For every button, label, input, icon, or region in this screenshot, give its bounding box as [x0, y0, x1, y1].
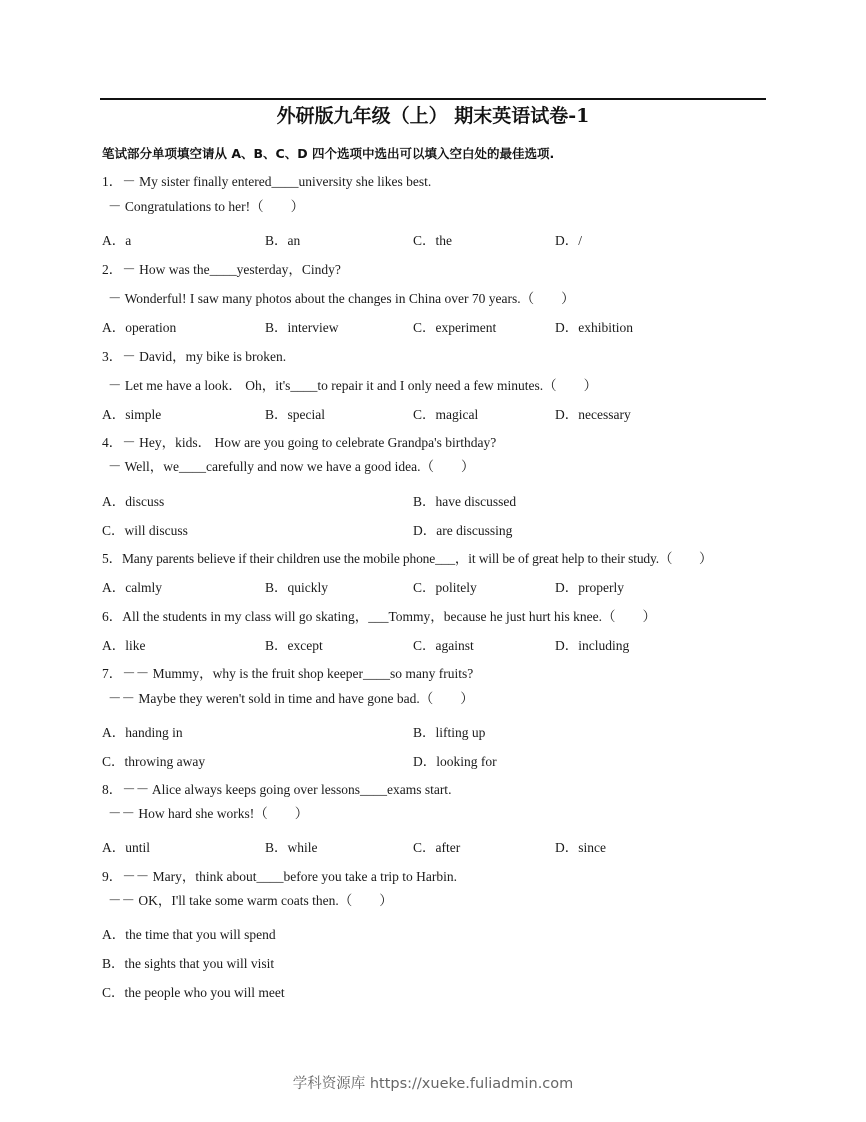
q9-option-b: B．the sights that you will visit: [102, 956, 275, 971]
q3-line-2: － Let me have a look． Oh，it's____to repair it and I only need a few minutes.（ ）: [108, 378, 598, 393]
page-title: 外研版九年级（上） 期末英语试卷-1: [276, 105, 590, 127]
q2-option-c: C．experiment: [413, 320, 497, 335]
q3-line-1: 3．－ David，my bike is broken.: [102, 349, 287, 364]
q7-line-1: 7．－－ Mummy，why is the fruit shop keeper____so many fruits?: [102, 666, 474, 681]
q8-option-d: D．since: [555, 840, 606, 855]
q3-option-b: B．special: [265, 407, 325, 422]
q5-option-b: B．quickly: [265, 580, 328, 595]
q7-line-2: －－ Maybe they weren't sold in time and have gone bad.（ ）: [108, 691, 474, 706]
q8-line-1: 8．－－ Alice always keeps going over lessons____exams start.: [102, 782, 452, 797]
q3-option-c: C．magical: [413, 407, 479, 422]
q5-option-d: D．properly: [555, 580, 624, 595]
header-rule: [100, 98, 766, 100]
q4-option-c: C．will discuss: [102, 523, 188, 538]
q8-option-c: C．after: [413, 840, 461, 855]
q6-option-c: C．against: [413, 638, 474, 653]
q2-option-b: B．interview: [265, 320, 339, 335]
q2-line-1: 2．－ How was the____yesterday，Cindy?: [102, 262, 341, 277]
instruction-text: 笔试部分单项填空请从 A、B、C、D 四个选项中选出可以填入空白处的最佳选项.: [102, 146, 555, 161]
q5-line-1: 5．Many parents believe if their children use the mobile phone___，it will be of great help to their study.（ ）: [102, 551, 713, 566]
q4-option-a: A．discuss: [102, 494, 165, 509]
q1-option-a: A．a: [102, 233, 132, 248]
q8-line-2: －－ How hard she works!（ ）: [108, 806, 309, 821]
q8-option-b: B．while: [265, 840, 318, 855]
q4-option-d: D．are discussing: [413, 523, 513, 538]
q5-option-a: A．calmly: [102, 580, 162, 595]
q2-option-a: A．operation: [102, 320, 177, 335]
q6-line-1: 6．All the students in my class will go skating，___Tommy，because he just hurt his knee.（ ）: [102, 609, 656, 624]
q7-option-b: B．lifting up: [413, 725, 486, 740]
q1-option-b: B．an: [265, 233, 301, 248]
q3-option-d: D．necessary: [555, 407, 631, 422]
q2-option-d: D．exhibition: [555, 320, 633, 335]
q9-option-a: A．the time that you will spend: [102, 927, 276, 942]
q6-option-b: B．except: [265, 638, 323, 653]
q4-line-2: － Well，we____carefully and now we have a good idea.（ ）: [108, 459, 475, 474]
q9-line-1: 9．－－ Mary，think about____before you take a trip to Harbin.: [102, 869, 458, 884]
q2-line-2: － Wonderful! I saw many photos about the changes in China over 70 years.（ ）: [108, 291, 575, 306]
q7-option-a: A．handing in: [102, 725, 183, 740]
q9-line-2: －－ OK，I'll take some warm coats then.（ ）: [108, 893, 393, 908]
q1-option-d: D．/: [555, 233, 582, 248]
q7-option-c: C．throwing away: [102, 754, 206, 769]
footer-watermark: 学科资源库 https://xueke.fuliadmin.com: [292, 1076, 574, 1092]
q8-option-a: A．until: [102, 840, 151, 855]
q9-option-c: C．the people who you will meet: [102, 985, 285, 1000]
q5-option-c: C．politely: [413, 580, 477, 595]
q3-option-a: A．simple: [102, 407, 162, 422]
q6-option-d: D．including: [555, 638, 630, 653]
q7-option-d: D．looking for: [413, 754, 497, 769]
q1-line-1: 1．－ My sister finally entered____university she likes best.: [102, 174, 432, 189]
q4-option-b: B．have discussed: [413, 494, 517, 509]
q1-option-c: C．the: [413, 233, 452, 248]
q6-option-a: A．like: [102, 638, 146, 653]
q1-line-2: － Congratulations to her!（ ）: [108, 199, 305, 214]
q4-line-1: 4．－ Hey，kids． How are you going to celebrate Grandpa's birthday?: [102, 435, 497, 450]
